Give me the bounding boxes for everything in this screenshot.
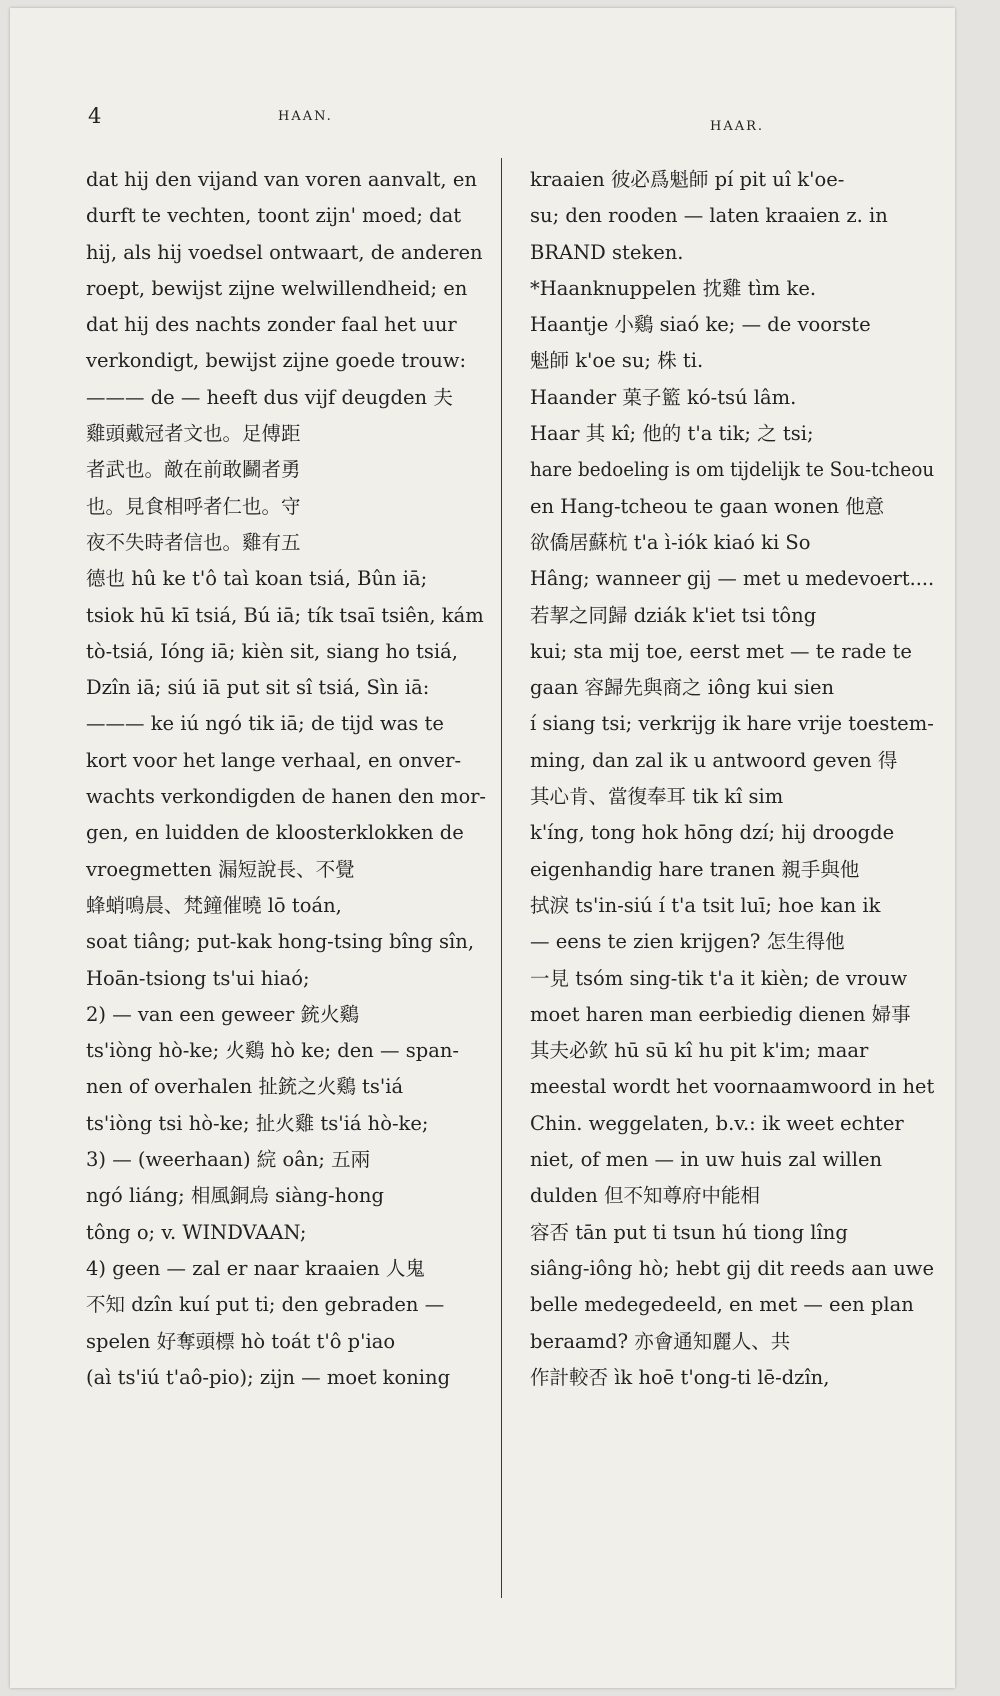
running-head-right: HAAR. — [710, 119, 765, 134]
text-line: ——— de — heeft dus vijf deugden 夫 — [86, 385, 453, 409]
text-line: Dzîn iā; siú iā put sit sî tsiá, Sìn iā: — [86, 676, 430, 700]
text-line: kraaien 彼必爲魁師 pí pit uî k'oe- — [530, 168, 845, 191]
text-line: gen, en luidden de kloosterklokken de — [86, 821, 464, 845]
text-line: dat hij des nachts zonder faal het uur — [86, 313, 457, 337]
text-line: — eens te zien krijgen? 怎生得他 — [530, 930, 845, 954]
text-line: Chin. weggelaten, b.v.: ik weet echter — [530, 1111, 904, 1135]
column-divider — [501, 158, 502, 1598]
text-line: 魁師 k'oe su; 株 ti. — [530, 349, 704, 373]
text-line: 4) geen — zal er naar kraaien 人鬼 — [86, 1256, 425, 1280]
text-line: su; den rooden — laten kraaien z. in — [530, 204, 888, 228]
dictionary-page — [10, 8, 955, 1688]
text-line: 夜不失時者信也。雞有五 — [86, 530, 301, 554]
text-line: dat hij den vijand van voren aanvalt, en — [86, 168, 477, 191]
text-line: 作計較否 ìk hoē t'ong-ti lē-dzîn, — [530, 1365, 830, 1389]
text-line: 3) — (weerhaan) 綄 oân; 五兩 — [86, 1148, 371, 1172]
text-line: ——— ke iú ngó tik iā; de tijd was te — [86, 712, 444, 736]
text-line: tông o; v. WINDVAAN; — [86, 1220, 307, 1244]
text-line: 不知 dzîn kuí put ti; den gebraden — — [86, 1293, 445, 1317]
text-line: 若挈之同歸 dziák k'iet tsi tông — [530, 603, 817, 627]
text-line: 其夫必欽 hū sū kî hu pit k'im; maar — [530, 1039, 869, 1063]
text-line: í siang tsi; verkrijg ik hare vrije toestem- — [530, 712, 934, 736]
text-line: BRAND steken. — [530, 240, 684, 264]
text-line: en Hang-tcheou te gaan wonen 他意 — [530, 494, 885, 518]
text-line: tsiok hū kī tsiá, Bú iā; tík tsaī tsiên, kám — [86, 603, 484, 627]
text-line: Haar 其 kî; 他的 t'a tik; 之 tsi; — [530, 422, 814, 446]
right-column — [530, 162, 934, 1396]
text-line: wachts verkondigden de hanen den mor- — [86, 785, 486, 809]
text-line: dulden 但不知尊府中能相 — [530, 1184, 761, 1208]
text-line: 雞頭戴冠者文也。足傅距 — [86, 422, 301, 446]
text-line: *Haanknuppelen 抌雞 tìm ke. — [530, 276, 817, 300]
text-line: ts'iòng hò-ke; 火鷄 hò ke; den — span- — [86, 1039, 459, 1063]
text-line: meestal wordt het voornaamwoord in het — [530, 1075, 935, 1099]
text-line: beraamd? 亦會通知麗人、共 — [530, 1329, 791, 1353]
running-head-left: HAAN. — [278, 109, 333, 124]
text-line: spelen 好奪頭標 hò toát t'ô p'iao — [86, 1329, 396, 1353]
text-line: durft te vechten, toont zijn' moed; dat — [86, 204, 462, 228]
text-line: moet haren man eerbiedig dienen 婦事 — [530, 1002, 911, 1026]
text-line: 2) — van een geweer 銃火鷄 — [86, 1002, 359, 1026]
text-line: eigenhandig hare tranen 親手與他 — [530, 857, 860, 881]
text-line: 其心肯、當復奉耳 tik kî sim — [530, 785, 784, 809]
text-line: 容否 tān put ti tsun hú tiong lîng — [530, 1220, 848, 1244]
text-line: (aì ts'iú t'aô-pio); zijn — moet koning — [86, 1365, 451, 1389]
text-line: gaan 容歸先與商之 iông kui sien — [530, 676, 835, 700]
text-line: ming, dan zal ik u antwoord geven 得 — [530, 748, 898, 772]
text-line: ts'iòng tsi hò-ke; 扯火雞 ts'iá hò-ke; — [86, 1111, 429, 1135]
text-line: belle medegedeeld, en met — een plan — [530, 1293, 914, 1317]
text-line: kort voor het lange verhaal, en onver- — [86, 748, 462, 772]
text-line: vroegmetten 漏短說長、不覺 — [86, 857, 355, 881]
text-line: tò-tsiá, Ióng iā; kièn sit, siang ho tsiá, — [86, 639, 458, 663]
text-line: hare bedoeling is om tijdelijk te Sou-tcheou — [530, 458, 935, 482]
text-line: 一見 tsóm sing-tik t'a it kièn; de vrouw — [530, 966, 908, 990]
text-line: Haander 菓子籃 kó-tsú lâm. — [530, 385, 797, 409]
text-line: soat tiâng; put-kak hong-tsing bîng sîn, — [86, 930, 475, 954]
text-line: 蜂蛸鳴晨、梵鐘催曉 lō toán, — [86, 893, 342, 917]
text-line: k'íng, tong hok hōng dzí; hij droogde — [530, 821, 895, 845]
text-line: siâng-iông hò; hebt gij dit reeds aan uwe — [530, 1256, 935, 1280]
left-column — [86, 162, 486, 1396]
text-line: hij, als hij voedsel ontwaart, de anderen — [86, 240, 483, 264]
text-line: 德也 hû ke t'ô taì koan tsiá, Bûn iā; — [86, 567, 428, 591]
text-line: Hoān-tsiong ts'ui hiaó; — [86, 966, 310, 990]
text-line: 也。見食相呼者仁也。守 — [86, 494, 301, 518]
text-line: roept, bewijst zijne welwillendheid; en — [86, 276, 468, 300]
text-line: verkondigt, bewijst zijne goede trouw: — [86, 349, 467, 373]
text-line: Haantje 小鷄 siaó ke; — de voorste — [530, 313, 871, 337]
text-line: Hâng; wanneer gij — met u medevoert.... — [530, 567, 935, 591]
text-line: kui; sta mij toe, eerst met — te rade te — [530, 639, 912, 663]
text-line: niet, of men — in uw huis zal willen — [530, 1148, 883, 1172]
page-number: 4 — [88, 104, 102, 128]
text-line: 欲僑居蘇杭 t'a ì-iók kiaó ki So — [530, 530, 811, 554]
text-line: nen of overhalen 扯銃之火鷄 ts'iá — [86, 1075, 404, 1099]
text-line: 拭淚 ts'in-siú í t'a tsit luī; hoe kan ik — [530, 893, 881, 917]
text-line: ngó liáng; 相風銅烏 siàng-hong — [86, 1184, 384, 1208]
text-line: 者武也。敵在前敢鬬者勇 — [86, 458, 301, 482]
